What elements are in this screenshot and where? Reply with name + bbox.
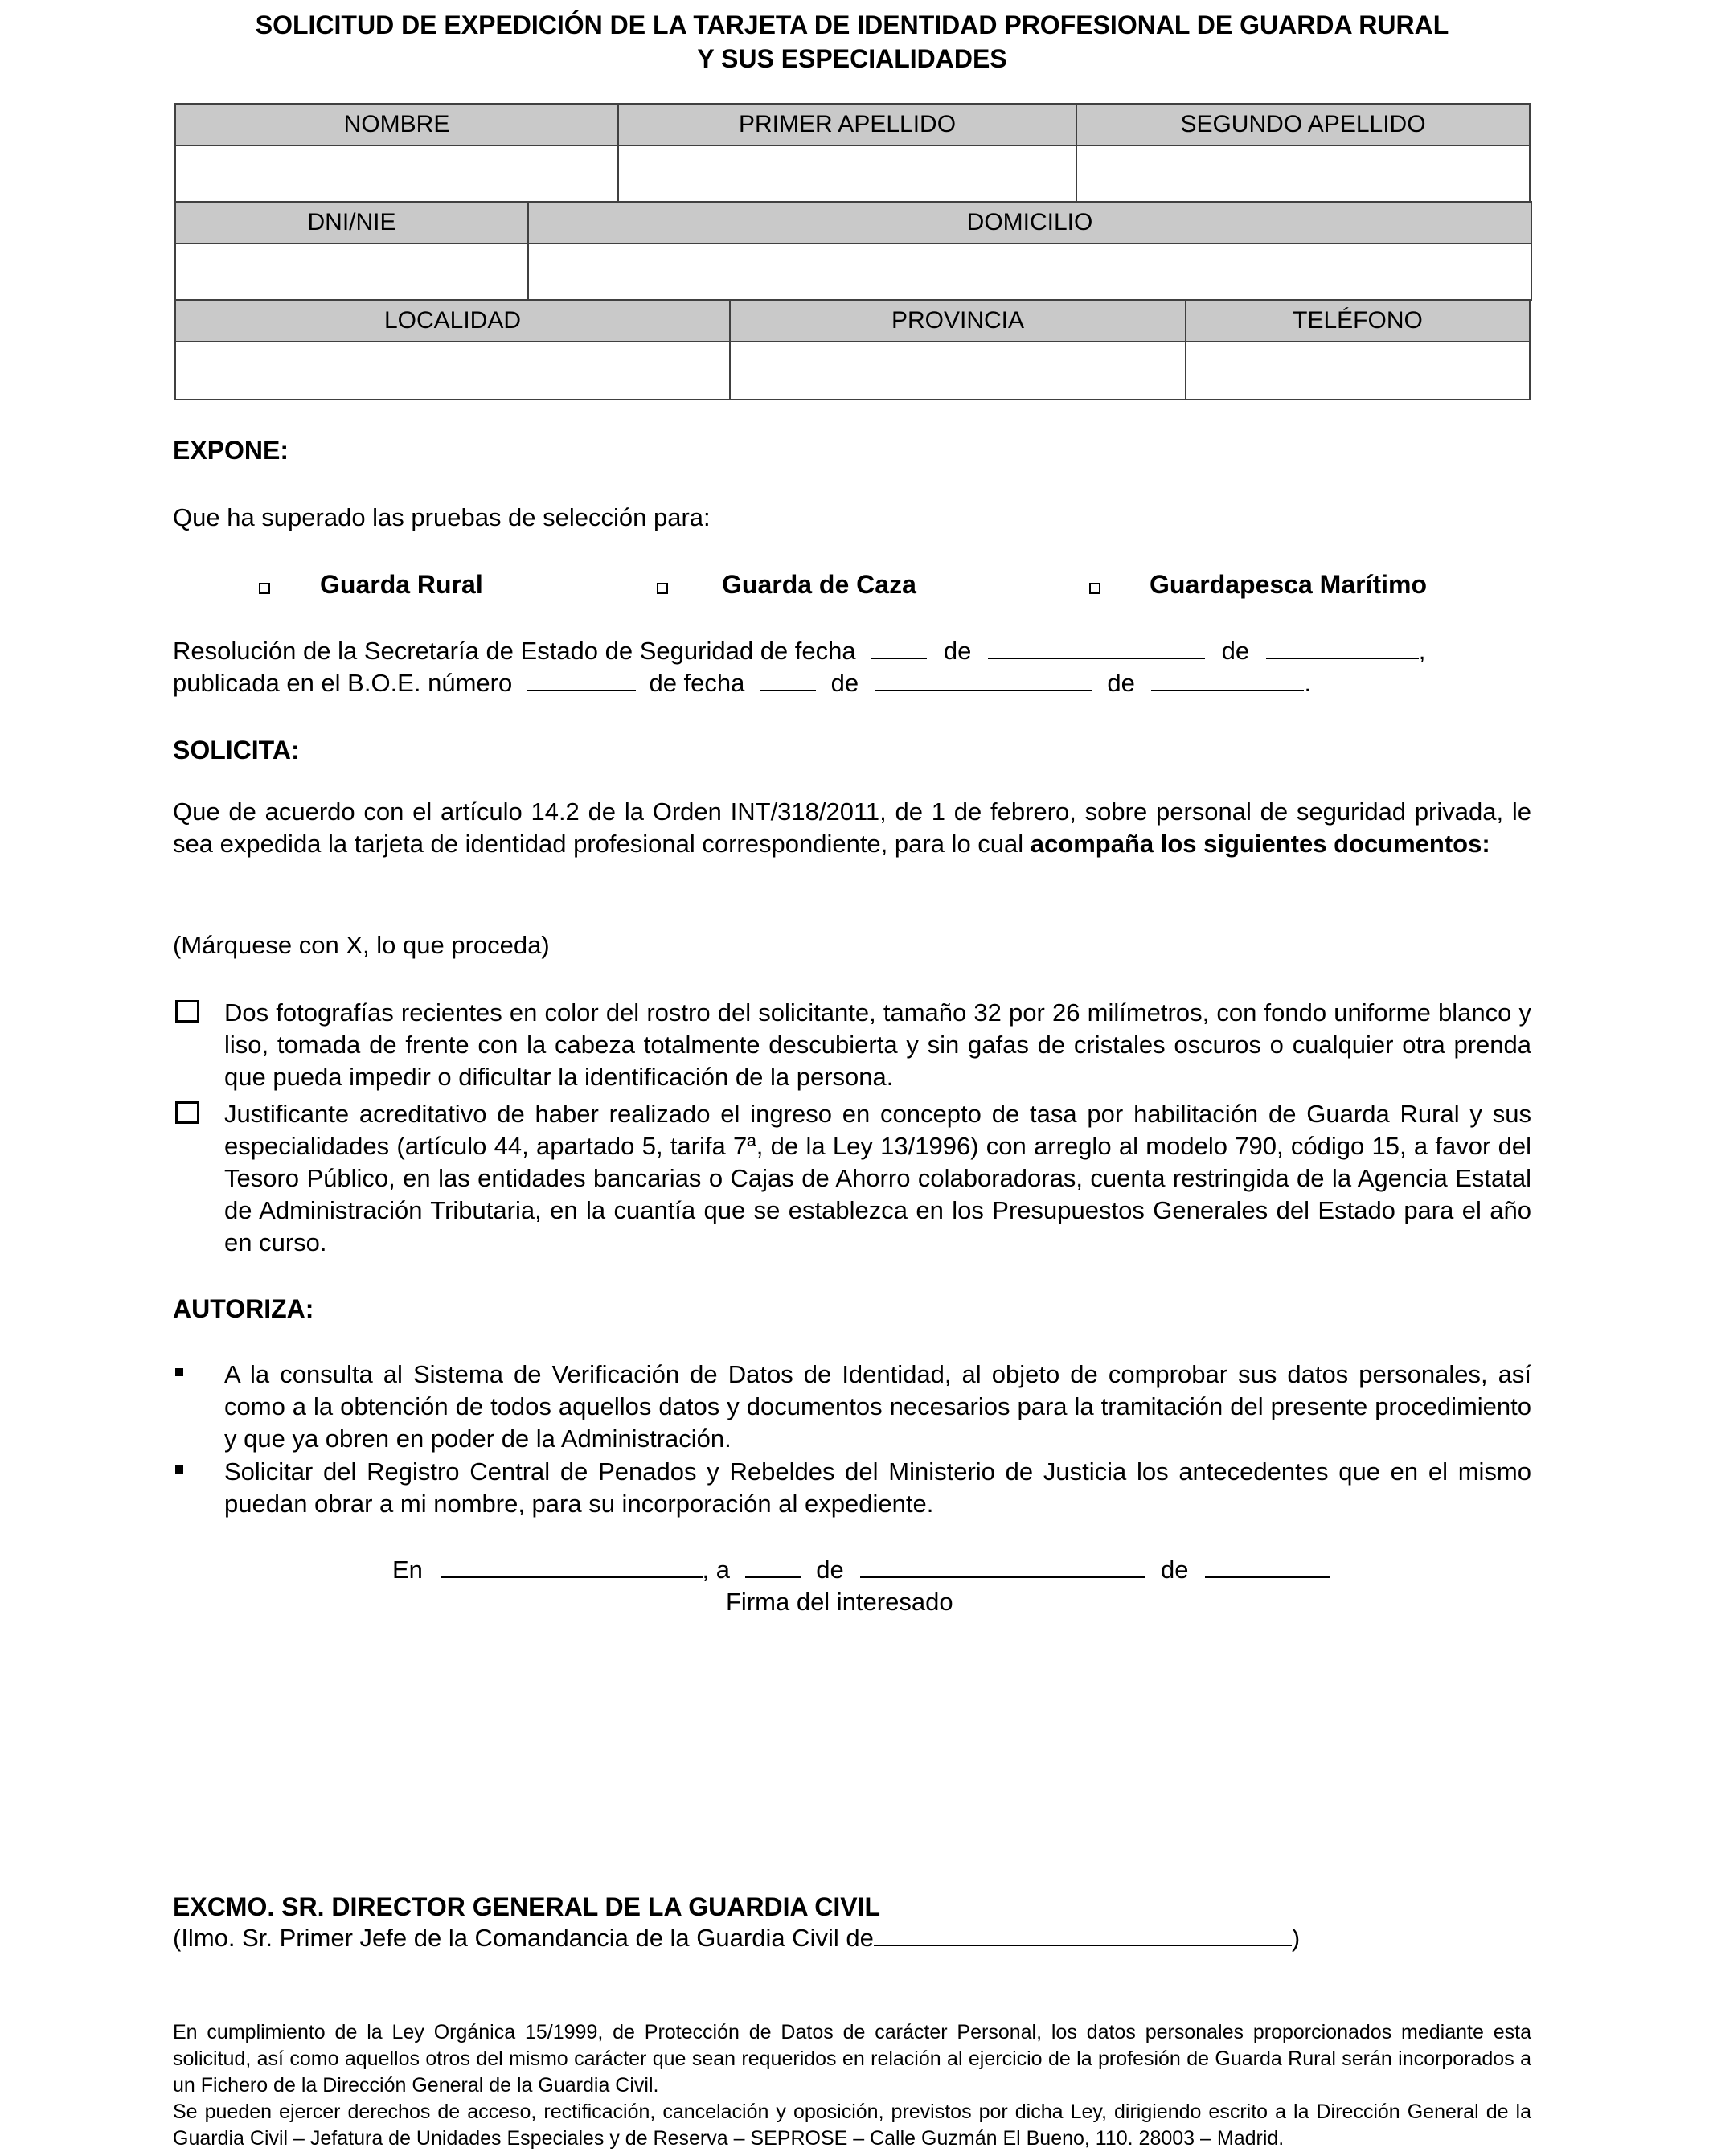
table-input-row-3: [174, 341, 1531, 400]
boe-period: .: [1304, 669, 1312, 697]
header-nombre: NOMBRE: [174, 103, 619, 146]
primer-apellido-field[interactable]: [617, 145, 1077, 203]
option-guarda-caza-label: Guarda de Caza: [722, 570, 916, 599]
boe-number-blank[interactable]: [527, 667, 636, 691]
signature-en: En: [392, 1556, 423, 1584]
res-year-blank[interactable]: [1266, 635, 1419, 659]
option-guardapesca-label: Guardapesca Marítimo: [1150, 570, 1427, 599]
addressee-text: (Ilmo. Sr. Primer Jefe de la Comandancia de la Guardia Civil de: [173, 1924, 874, 1952]
option-guarda-rural[interactable]: [259, 570, 270, 602]
boe-month-blank[interactable]: [875, 667, 1092, 691]
form-title-line1: SOLICITUD DE EXPEDICIÓN DE LA TARJETA DE IDENTIDAD PROFESIONAL DE GUARDA RURAL: [255, 10, 1449, 39]
doc1-text: Dos fotografías recientes en color del rostro del solicitante, tamaño 32 por 26 milímetros, con fondo uniforme blanco y liso, tomada de frente con la cabeza totalmente descubierta y sin gafas de cristales oscuros o cualquier otra prenda que pueda impedir o dificultar la identificación de la persona.: [224, 998, 1531, 1091]
option-guarda-caza[interactable]: [657, 570, 668, 602]
addressee-close: ): [1291, 1924, 1301, 1952]
dni-nie-field[interactable]: [174, 243, 529, 301]
res-month-blank[interactable]: [988, 635, 1205, 659]
doc1-checkbox[interactable]: [175, 1000, 199, 1023]
comandancia-blank[interactable]: [874, 1922, 1292, 1946]
option-guarda-rural-label: Guarda Rural: [320, 570, 483, 599]
signature-year-blank[interactable]: [1205, 1554, 1330, 1578]
provincia-field[interactable]: [729, 341, 1186, 400]
expone-heading: EXPONE:: [173, 436, 289, 465]
signature-a: , a: [702, 1556, 731, 1584]
res-de-1: de: [943, 637, 972, 665]
guarda-caza-checkbox[interactable]: [657, 583, 668, 594]
autoriza-item-1: A la consulta al Sistema de Verificación de Datos de Identidad, al objeto de comprobar sus datos personales, así como a la obtención de todos aquellos datos y documentos necesarios para la tramitación del presente procedimiento y que ya obren en poder de la Administración.: [224, 1360, 1531, 1453]
addressee-title: EXCMO. SR. DIRECTOR GENERAL DE LA GUARDIA CIVIL: [173, 1892, 881, 1921]
expone-intro: Que ha superado las pruebas de selección para:: [173, 503, 711, 531]
domicilio-field[interactable]: [527, 243, 1532, 301]
localidad-field[interactable]: [174, 341, 731, 400]
header-segundo-apellido: SEGUNDO APELLIDO: [1076, 103, 1531, 146]
solicita-heading: SOLICITA:: [173, 736, 300, 764]
table-input-row-1: [174, 145, 1531, 203]
solicita-note: (Márquese con X, lo que proceda): [173, 931, 550, 959]
signature-place-blank[interactable]: [441, 1554, 703, 1578]
table-header-row-2: [174, 201, 1531, 244]
form-title: [173, 8, 1531, 76]
boe-year-blank[interactable]: [1151, 667, 1304, 691]
guarda-rural-checkbox[interactable]: [259, 583, 270, 594]
res-comma: ,: [1418, 637, 1426, 665]
signature-de-2: de: [1161, 1556, 1189, 1584]
solicita-paragraph: [173, 796, 1531, 860]
res-day-blank[interactable]: [871, 635, 927, 659]
autoriza-bullet-2: [175, 1465, 183, 1474]
boe-de-2: de: [1107, 669, 1135, 697]
header-primer-apellido: PRIMER APELLIDO: [617, 103, 1077, 146]
addressee-subtitle: [173, 1922, 1539, 1954]
header-localidad: LOCALIDAD: [174, 299, 731, 342]
data-protection-paragraph-2: Se pueden ejercer derechos de acceso, rectificación, cancelación y oposición, previstos por dicha Ley, dirigiendo escrito a la Dirección General de la Guardia Civil – Jefatura de Unidades Especiales y de Reserva – SEPROSE – Calle Guzmán El Bueno, 110. 28003 – Madrid.: [173, 2101, 1531, 2150]
doc2-checkbox[interactable]: [175, 1101, 199, 1124]
signature-line: [392, 1554, 1333, 1586]
table-header-row-1: [174, 103, 1531, 146]
boe-fecha: de fecha: [649, 669, 745, 697]
signature-day-blank[interactable]: [745, 1554, 801, 1578]
header-domicilio: DOMICILIO: [527, 201, 1532, 244]
signature-month-blank[interactable]: [860, 1554, 1145, 1578]
resolution-line-2: [173, 667, 1531, 699]
header-provincia: PROVINCIA: [729, 299, 1186, 342]
table-header-row-3: [174, 299, 1531, 342]
resolution-line-1: [173, 635, 1531, 667]
doc2-text: Justificante acreditativo de haber realizado el ingreso en concepto de tasa por habilitación de Guarda Rural y sus especialidades (artículo 44, apartado 5, tarifa 7ª, de la Ley 13/1996) con arreglo al modelo 790, código 15, a favor del Tesoro Público, en las entidades bancarias o Cajas de Ahorro colaboradoras, cuenta restringida de la Agencia Estatal de Administración Tributaria, en la cuantía que se establezca en los Presupuestos Generales del Estado para el año en curso.: [224, 1100, 1531, 1256]
res-de-2: de: [1221, 637, 1250, 665]
header-telefono: TELÉFONO: [1185, 299, 1531, 342]
telefono-field[interactable]: [1185, 341, 1531, 400]
signature-caption: Firma del interesado: [726, 1588, 953, 1616]
resolution-text: Resolución de la Secretaría de Estado de Seguridad de fecha: [173, 637, 856, 665]
header-dni-nie: DNI/NIE: [174, 201, 529, 244]
signature-de-1: de: [816, 1556, 844, 1584]
autoriza-heading: AUTORIZA:: [173, 1294, 314, 1323]
table-input-row-2: [174, 243, 1531, 301]
boe-day-blank[interactable]: [760, 667, 816, 691]
autoriza-item-2: Solicitar del Registro Central de Penados y Rebeldes del Ministerio de Justicia los antecedentes que en el mismo puedan obrar a mi nombre, para su incorporación al expediente.: [224, 1457, 1531, 1518]
guardapesca-checkbox[interactable]: [1089, 583, 1100, 594]
autoriza-bullet-1: [175, 1368, 183, 1376]
segundo-apellido-field[interactable]: [1076, 145, 1531, 203]
form-title-line2: Y SUS ESPECIALIDADES: [697, 44, 1007, 73]
solicita-text: Que de acuerdo con el artículo 14.2 de la Orden INT/318/2011, de 1 de febrero, sobre personal de seguridad privada, le sea expedida la tarjeta de identidad profesional correspondiente, para lo cual: [173, 797, 1531, 858]
solicita-bold-text: acompaña los siguientes documentos:: [1030, 830, 1490, 858]
boe-text: publicada en el B.O.E. número: [173, 669, 513, 697]
nombre-field[interactable]: [174, 145, 619, 203]
boe-de-1: de: [830, 669, 859, 697]
data-protection-paragraph-1: En cumplimiento de la Ley Orgánica 15/1999, de Protección de Datos de carácter Personal, los datos personales proporcionados mediante esta solicitud, así como aquellos otros del mismo carácter que sean requeridos en relación al ejercicio de la profesión de Guarda Rural serán incorporados a un Fichero de la Dirección General de la Guardia Civil.: [173, 2021, 1531, 2097]
option-guardapesca[interactable]: [1089, 570, 1100, 602]
